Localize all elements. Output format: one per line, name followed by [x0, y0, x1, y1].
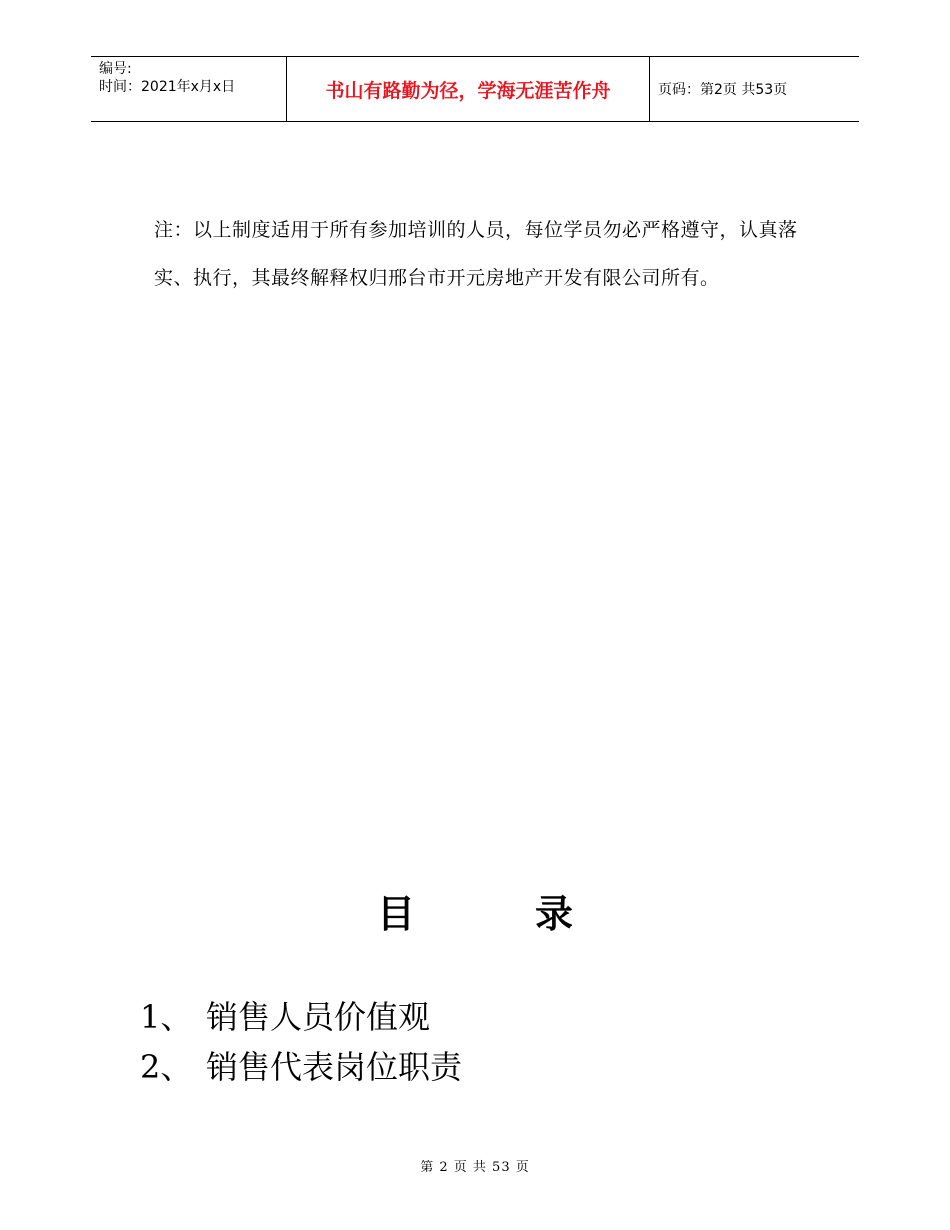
header-info-cell: [91, 57, 287, 121]
header-motto: 书山有路勤为径，学海无涯苦作舟: [287, 57, 650, 121]
toc-item: [140, 992, 840, 1042]
document-number-label: 编号:: [99, 61, 132, 77]
toc-list: [140, 992, 840, 1092]
toc-item-number: 1、: [140, 998, 193, 1036]
page-footer: 第 2 页 共 53 页: [420, 1160, 530, 1175]
toc-item-number: 2、: [140, 1048, 193, 1086]
header-page-number: 页码：第2页 共53页: [658, 82, 788, 98]
toc-item: [140, 1042, 840, 1092]
note-paragraph: 注：以上制度适用于所有参加培训的人员，每位学员勿必严格遵守，认真落实、执行，其最终解释权归邢台市开元房地产开发有限公司所有。: [154, 219, 798, 289]
toc-item-label: 销售人员价值观: [206, 998, 431, 1036]
toc-title: [0, 886, 950, 942]
toc-title-char-2: 录: [535, 892, 574, 936]
document-time-label: 时间：2021年x月x日: [99, 79, 236, 95]
toc-item-label: 销售代表岗位职责: [206, 1048, 463, 1086]
page-header: [91, 56, 859, 122]
toc-title-char-1: 目: [376, 892, 415, 936]
